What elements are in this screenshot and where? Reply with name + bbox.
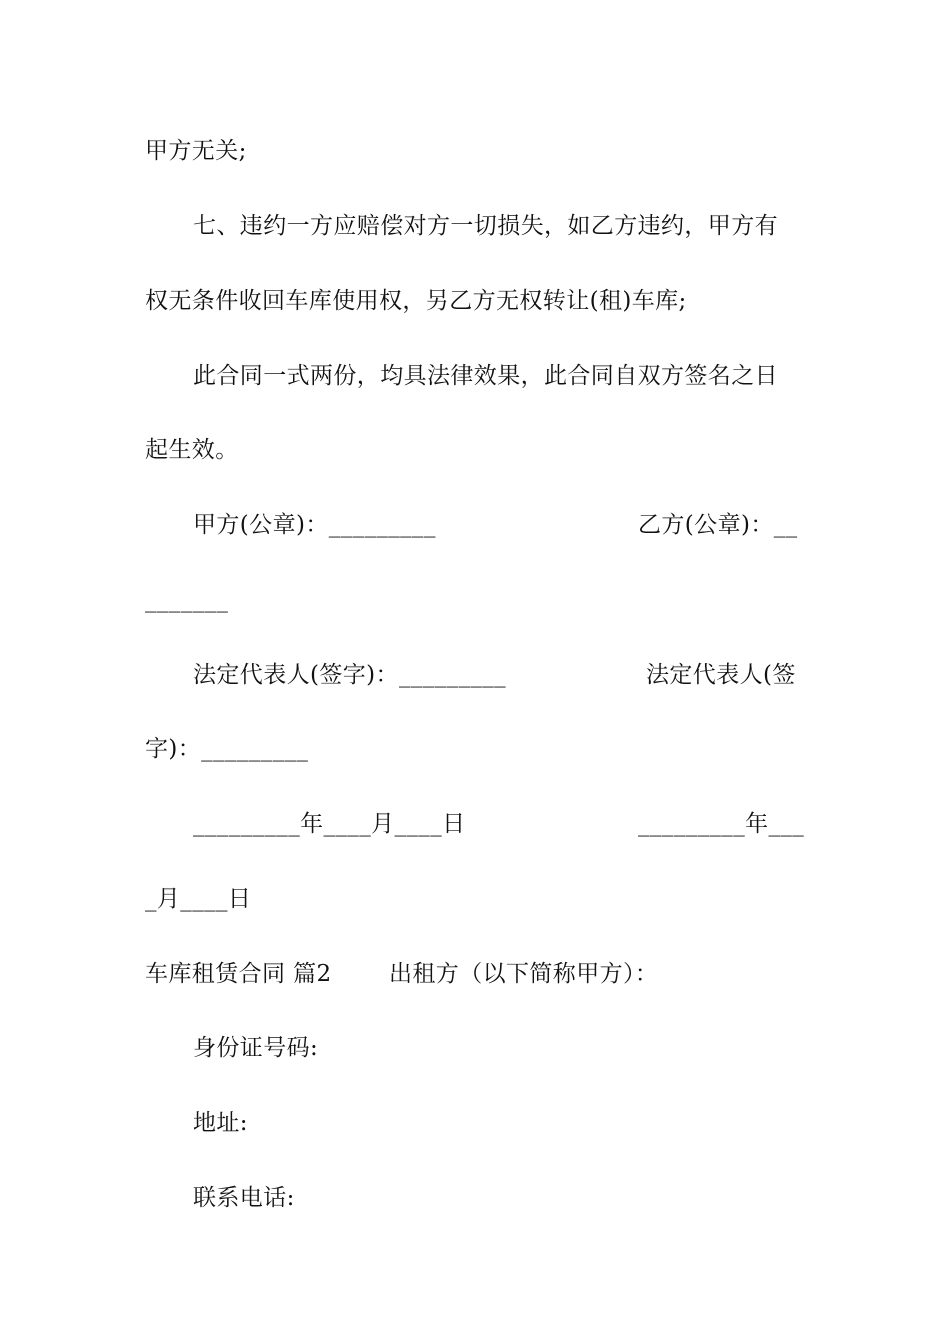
party-b-representative-field-continued: 字)：_________ [145,736,309,762]
validity-clause-line: 起生效。 [145,437,239,463]
id-number-field: 身份证号码: [193,1035,319,1061]
phone-field: 联系电话: [193,1185,295,1211]
party-b-seal-field: 乙方(公章)：__ [638,512,798,538]
party-a-date-field: _________年____月____日 [193,811,466,837]
section-title: 车库租赁合同 篇2 [145,961,332,987]
party-b-seal-field-continued: _______ [145,587,229,613]
party-a-seal-field: 甲方(公章)：_________ [193,512,436,538]
breach-clause-line: 七、违约一方应赔偿对方一切损失，如乙方违约，甲方有 [193,213,778,239]
contract-text-line: 甲方无关; [145,138,247,164]
validity-clause-line: 此合同一式两份，均具法律效果，此合同自双方签名之日 [193,363,778,389]
party-b-date-field: _________年___ [638,811,805,837]
party-a-representative-field: 法定代表人(签字)：_________ [193,662,507,688]
party-b-date-field-continued: _月____日 [145,886,252,912]
party-b-representative-field: 法定代表人(签 [646,662,796,688]
lessor-heading: 出租方（以下简称甲方）： [389,961,659,987]
address-field: 地址: [193,1110,248,1136]
breach-clause-line: 权无条件收回车库使用权，另乙方无权转让(租)车库; [145,288,687,314]
